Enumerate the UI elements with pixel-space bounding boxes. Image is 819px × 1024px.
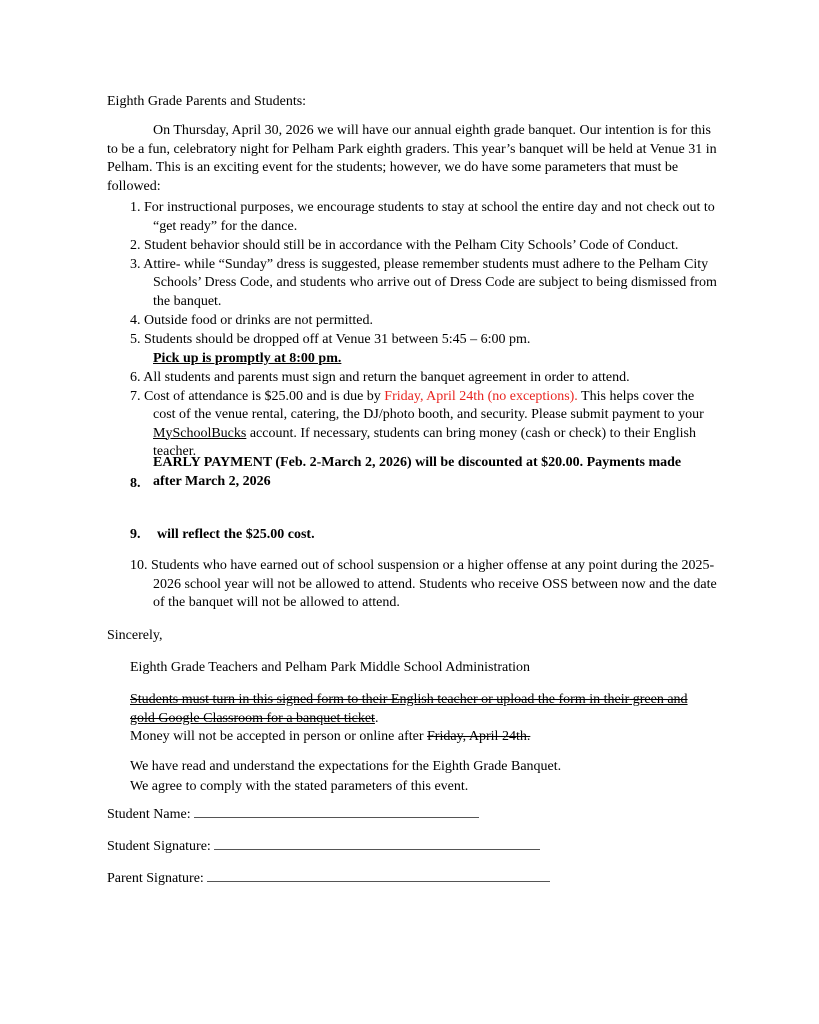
form-note: Students must turn in this signed form to their English teacher or upload the form in their green and gold Google Classroom for a banquet ticket.: [130, 692, 688, 726]
money-note: Money will not be accepted in person or online after Friday, April 24th.: [130, 729, 531, 744]
student-signature-line[interactable]: [214, 837, 540, 850]
rule-7: 7. Cost of attendance is $25.00 and is due by Friday, April 24th (no exceptions). This helps cover the cost of the venue rental, catering, the DJ/photo booth, and security. Please submit payment to your MySchoolBucks account. If necessary, students can bring money (cash or check) to their English teacher.: [130, 388, 704, 459]
rule-9-number: 9.: [130, 527, 141, 542]
greeting: Eighth Grade Parents and Students:: [107, 94, 307, 109]
rule-5: 5. Students should be dropped off at Venue 31 between 5:45 – 6:00 pm.: [130, 331, 531, 347]
rule-1: 1. For instructional purposes, we encourage students to stay at school the entire day and not check out to “get ready” for the dance.: [130, 200, 715, 234]
closing: Sincerely,: [107, 628, 163, 643]
student-name-line[interactable]: [194, 805, 479, 818]
student-signature-field[interactable]: [107, 837, 540, 857]
rule-9: will reflect the $25.00 cost.: [157, 527, 315, 542]
rule-5-pickup: Pick up is promptly at 8:00 pm.: [153, 350, 342, 366]
rule-8: EARLY PAYMENT (Feb. 2-March 2, 2026) will be discounted at $20.00. Payments made after March 2, 2026: [153, 455, 682, 489]
parent-signature-label: Parent Signature:: [107, 871, 208, 886]
rule-3: 3. Attire- while “Sunday” dress is suggested, please remember students must adhere to the Pelham City Schools’ Dress Code, and students who arrive out of Dress Code are subject to being dismissed from the banquet.: [130, 256, 717, 309]
signature-line: Eighth Grade Teachers and Pelham Park Middle School Administration: [130, 660, 531, 675]
rules-list: [130, 199, 720, 462]
student-signature-label: Student Signature:: [107, 839, 215, 854]
due-date: Friday, April 24th (no exceptions).: [384, 388, 578, 404]
student-name-field[interactable]: [107, 805, 479, 825]
myschoolbucks-link[interactable]: MySchoolBucks: [153, 425, 247, 441]
rule-10: 10. Students who have earned out of school suspension or a higher offense at any point during the 2025-2026 school year will not be allowed to attend. Students who receive OSS between now and the date of the banquet will not be allowed to attend.: [130, 558, 717, 610]
rule-6: 6. All students and parents must sign and return the banquet agreement in order to attend.: [130, 369, 630, 385]
agreement-line-2: We agree to comply with the stated parameters of this event.: [130, 779, 469, 794]
rule-4: 4. Outside food or drinks are not permitted.: [130, 312, 374, 328]
agreement-line-1: We have read and understand the expectations for the Eighth Grade Banquet.: [130, 759, 562, 774]
rule-8-number: 8.: [130, 476, 141, 491]
intro-paragraph: On Thursday, April 30, 2026 we will have our annual eighth grade banquet. Our intention is for this to be a fun, celebratory night for Pelham Park eighth graders. This year’s banquet will be held at Venue 31 in Pelham. This is an exciting event for the students; however, we do have some parameters that must be followed:: [107, 123, 717, 194]
parent-signature-field[interactable]: [107, 869, 550, 889]
struck-date: Friday, April 24th.: [427, 729, 531, 744]
rule-2: 2. Student behavior should still be in accordance with the Pelham City Schools’ Code of Conduct.: [130, 237, 679, 253]
student-name-label: Student Name:: [107, 807, 195, 822]
parent-signature-line[interactable]: [207, 869, 550, 882]
